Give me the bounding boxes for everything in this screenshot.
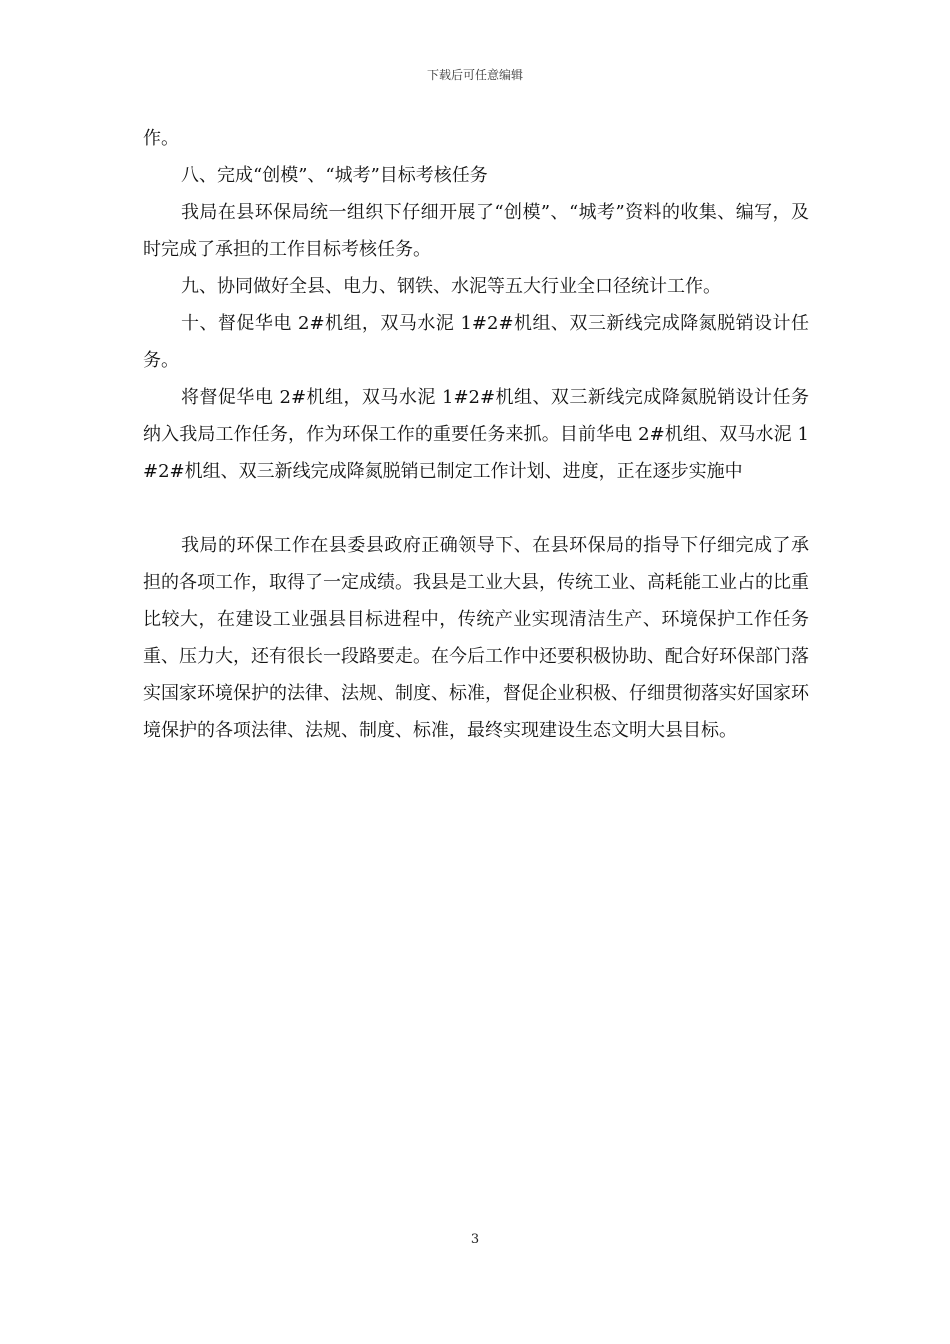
paragraph-continuation: 作。 xyxy=(143,128,179,149)
paragraph-conclusion: 我局的环保工作在县委县政府正确领导下、在县环保局的指导下仔细完成了承担的各项工作，取得了一定成绩。我县是工业大县，传统工业、高耗能工业占的比重比较大，在建设工业强县目标进程中，传统产业实现清洁生产、环境保护工作任务重、压力大，还有很长一段路要走。在今后工作中还要积极协助、配合好环保部门落实国家环境保护的法律、法规、制度、标准，督促企业积极、仔细贯彻落实好国家环境保护的各项法律、法规、制度、标准，最终实现建设生态文明大县目标。 xyxy=(143,535,809,741)
section-heading-10: 十、督促华电 2#机组，双马水泥 1#2#机组、双三新线完成降氮脱销设计任务。 xyxy=(143,313,809,371)
document-body xyxy=(143,120,809,749)
page-header: 下载后可任意编辑 xyxy=(426,68,523,82)
section-heading-9: 九、协同做好全县、电力、钢铁、水泥等五大行业全口径统计工作。 xyxy=(181,276,721,297)
paragraph-gap xyxy=(143,490,809,527)
page-number: 3 xyxy=(470,1232,480,1247)
paragraph-section-10-body: 将督促华电 2#机组，双马水泥 1#2#机组、双三新线完成降氮脱销设计任务纳入我局工作任务，作为环保工作的重要任务来抓。目前华电 2#机组、双马水泥 1#2#机组、双三新线完成降氮脱销已制定工作计划、进度，正在逐步实施中 xyxy=(143,387,809,482)
section-heading-8: 八、完成“创模”、“城考”目标考核任务 xyxy=(181,165,488,186)
paragraph-section-8-body: 我局在县环保局统一组织下仔细开展了“创模”、“城考”资料的收集、编写，及时完成了承担的工作目标考核任务。 xyxy=(143,202,809,260)
